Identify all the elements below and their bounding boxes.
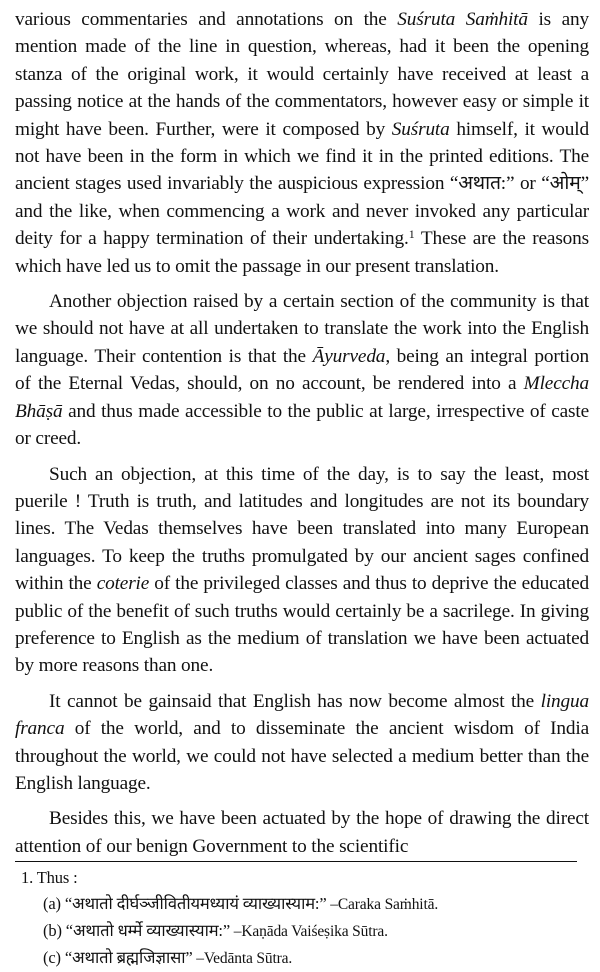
footnote-rule [15,861,577,862]
text-run: These are the reasons which have led us to omit the passage in our present translation. [15,228,590,277]
footnote-item [15,918,589,945]
text-run: , being an integral portion of the Eternal Vedas, should, on no account, be rendered into a [15,345,589,395]
footnote-source: –Caraka Saṁhitā. [326,896,439,914]
text-run: Such an objection, at this time of the day, is to say the least, most puerile ! Truth is truth, and latitudes and longitudes are not its boundary lines. The Vedas themselves have been translated into many European languages. To keep the truths promulgated by our ancient sages confined within the [15,463,589,595]
footnote-source: –Kaṇāda Vaiśeṣika Sūtra. [230,923,388,941]
text-run: various commentaries and annotations on the [15,9,398,30]
text-run: Besides this, we have been actuated by the hope of drawing the direct attention of our benign Government to the scientific [15,808,589,857]
text-run: himself, it would not have been in the form in which we find it in the printed editions. The ancient stages used invariably the auspicious expression “अथात:” or “ओम्” and the like, when commencing a work and never invoked any particular deity for a happy termination of their undertaking. [15,118,589,250]
text-run: of the privileged classes and thus to deprive the educated public of the benefit of such truths would certainly be a sacrilege. In giving preference to English as the medium of translation we have been actuated by more reasons than one. [15,573,589,677]
paragraph [15,688,589,798]
footnotes [15,865,589,972]
footnote-item [15,945,589,972]
footnote-quote: “अथातो दीर्घञ्जीवितीयमध्यायं व्याख्यास्याम:” [64,894,327,914]
footnote-label: (b) [43,921,62,941]
italic-term: coterie [96,573,150,595]
italic-term: Mleccha Bhāṣā [15,373,589,422]
paragraph [15,6,589,280]
footnote-quote: “अथातो ब्रह्मजिज्ञासा” [64,948,193,968]
text-run: Another objection raised by a certain section of the community is that we should not have at all undertaken to translate the work into the English language. Their contention is that the [15,291,589,367]
footnote-source: –Vedānta Sūtra. [192,950,293,968]
body-text [15,6,589,860]
footnote-label: (c) [43,948,61,968]
text-run: and thus made accessible to the public at large, irrespective of caste or creed. [15,400,589,450]
text-run: is any mention made of the line in question, whereas, had it been the opening stanza of the original work, it would certainly have received at least a passing notice at the hands of the commentators, however easy or simple it might have been. Further, were it composed by [15,9,589,140]
footnote-quote: “अथातो धर्म्मे व्याख्यास्याम:” [65,921,231,941]
footnote-label: (a) [43,894,61,914]
italic-term: lingua franca [15,690,589,740]
paragraph [15,805,589,860]
footnote-marker: 1 [408,227,415,242]
paragraph [15,461,589,680]
footnote-heading: 1. Thus : [21,868,78,888]
text-run: of the world, and to disseminate the ancient wisdom of India throughout the world, we could not have selected a medium better than the English language. [15,718,589,794]
paragraph [15,288,589,452]
italic-term: Āyurveda [312,345,386,367]
footnote-item [15,891,589,918]
italic-term: Suśruta Saṁhitā [397,9,528,30]
text-run: It cannot be gainsaid that English has now become almost the [49,690,541,712]
italic-term: Suśruta [391,118,450,140]
